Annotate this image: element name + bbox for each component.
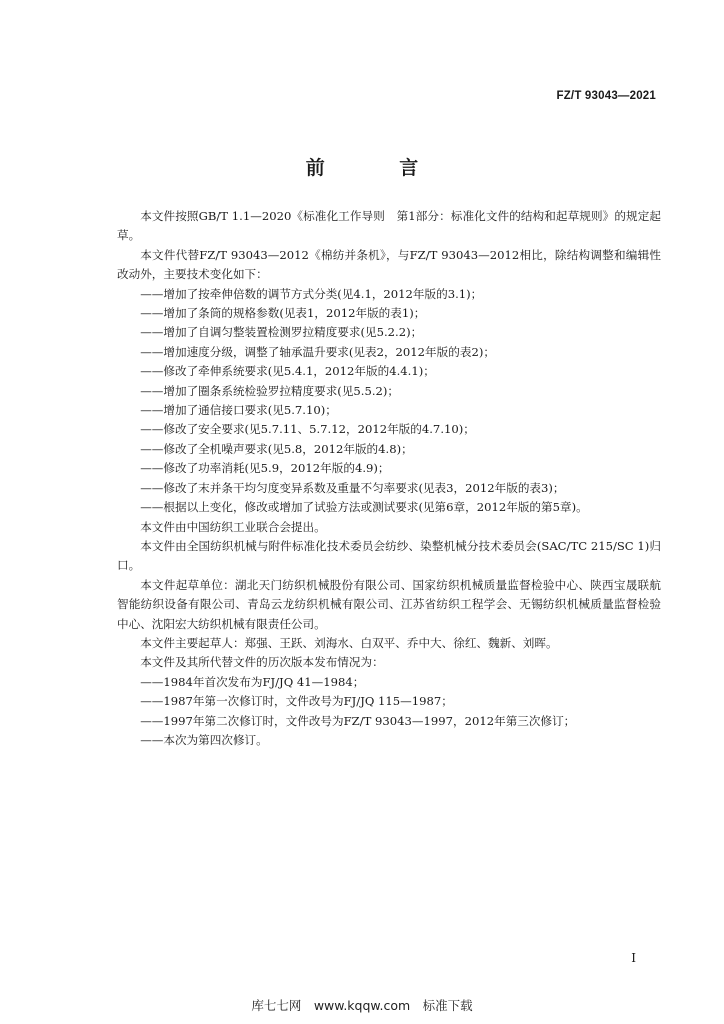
list-item: ——修改了全机噪声要求(见5.8，2012年版的4.8)； <box>140 441 413 456</box>
technical-changes-list <box>117 285 661 518</box>
list-item: ——1984年首次发布为FJ/JQ 41—1984； <box>140 674 365 689</box>
paragraph-drafting-basis: 本文件按照GB/T 1.1—2020《标准化工作导则 第1部分：标准化文件的结构和起草规则》的规定起草。 <box>117 209 661 243</box>
list-item: ——增加了自调匀整装置检测罗拉精度要求(见5.2.2)； <box>140 325 423 340</box>
list-item: ——1987年第一次修订时，文件改号为FJ/JQ 115—1987； <box>140 694 453 709</box>
paragraph-drafters: 本文件主要起草人：郑强、王跃、刘海水、白双平、乔中大、徐红、魏新、刘晖。 <box>140 635 558 650</box>
list-item: ——修改了末并条干均匀度变异系数及重量不匀率要求(见表3，2012年版的表3)； <box>140 480 565 495</box>
foreword-body <box>117 207 661 750</box>
paragraph-history-intro: 本文件及其所代替文件的历次版本发布情况为： <box>140 655 384 670</box>
list-item: ——增加速度分级，调整了轴承温升要求(见表2，2012年版的表2)； <box>140 344 495 359</box>
list-item: ——1997年第二次修订时，文件改号为FZ/T 93043—1997，2012年第三次修订； <box>140 713 576 728</box>
paragraph-replacement: 本文件代替FZ/T 93043—2012《棉纺并条机》，与FZ/T 93043—2012相比，除结构调整和编辑性改动外，主要技术变化如下： <box>117 247 661 282</box>
list-item: ——根据以上变化，修改或增加了试验方法或测试要求(见第6章，2012年版的第5章)。 <box>140 500 588 515</box>
paragraph-drafting-units: 本文件起草单位：湖北天门纺织机械股份有限公司、国家纺织机械质量监督检验中心、陕西宝晟联航智能纺织设备有限公司、青岛云龙纺织机械有限公司、江苏省纺织工程学会、无锡纺织机械质量监督检验中心、沈阳宏大纺织机械有限责任公司。 <box>117 577 661 631</box>
paragraph-proposer: 本文件由中国纺织工业联合会提出。 <box>140 519 326 534</box>
list-item: ——增加了条筒的规格参数(见表1，2012年版的表1)； <box>140 306 426 321</box>
list-item: ——修改了功率消耗(见5.9，2012年版的4.9)； <box>140 461 390 476</box>
standard-code: FZ/T 93043—2021 <box>556 90 656 102</box>
page-title: 前 言 <box>305 157 453 179</box>
site-watermark: 库七七网 www.kqqw.com 标准下载 <box>251 998 473 1013</box>
list-item: ——本次为第四次修订。 <box>140 732 268 747</box>
list-item: ——增加了按牵伸倍数的调节方式分类(见4.1，2012年版的3.1)； <box>140 286 483 301</box>
page-number: I <box>631 951 636 965</box>
paragraph-committee: 本文件由全国纺织机械与附件标准化技术委员会纺纱、染整机械分技术委员会(SAC/TC 215/SC 1)归口。 <box>117 538 661 573</box>
list-item: ——修改了安全要求(见5.7.11、5.7.12，2012年版的4.7.10)； <box>140 422 475 437</box>
list-item: ——增加了圈条系统检验罗拉精度要求(见5.5.2)； <box>140 383 400 398</box>
list-item: ——增加了通信接口要求(见5.7.10)； <box>140 403 337 418</box>
version-history-list <box>117 673 661 751</box>
list-item: ——修改了牵伸系统要求(见5.4.1，2012年版的4.4.1)； <box>140 364 435 379</box>
